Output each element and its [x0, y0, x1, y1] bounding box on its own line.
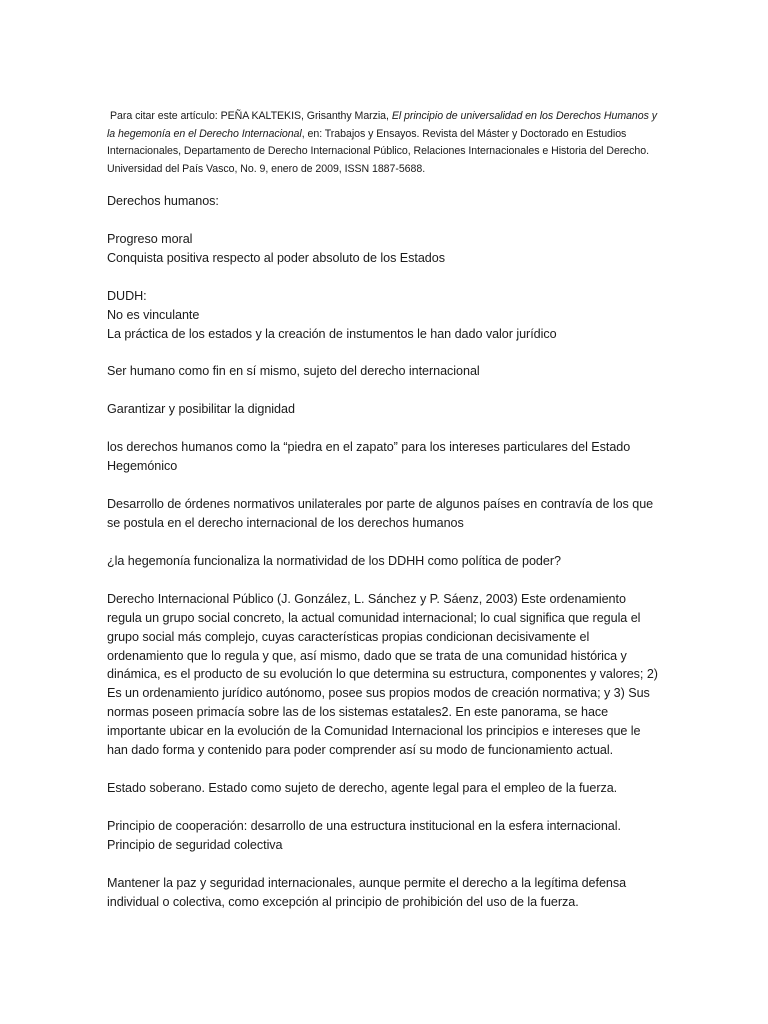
citation-lead: Para citar este artículo: PEÑA KALTEKIS, Grisanthy Marzia, [110, 110, 389, 122]
derecho-internacional-publico: Derecho Internacional Público (J. González, L. Sánchez y P. Sáenz, 2003) Este ordenamiento regula un grupo social concreto, la actual comunidad internacional; lo cual significa que regula el grupo social más complejo, cuyas características propias condicionan decisivamente el ordenamiento que lo regula y que, así mismo, dado que se trata de una comunidad histórica y dinámica, es el producto de su evolución lo que determina su estructura, componentes y valores; 2) Es un ordenamiento jurídico autónomo, posee sus propios modos de creación normativa; y 3) Sus normas poseen primacía sobre las de los sistemas estatales2. En este panorama, se hace importante ubicar en la evolución de la Comunidad Internacional los principios e intereses que le han dado forma y contenido para poder comprender así su modo de funcionamiento actual. [107, 591, 658, 758]
ser-humano: Ser humano como fin en sí mismo, sujeto del derecho internacional [107, 364, 480, 379]
document-page [107, 108, 663, 930]
pregunta-hegemonia: ¿la hegemonía funcionaliza la normatividad de los DDHH como política de poder? [107, 553, 561, 568]
citation-title: El principio de universalidad en los Derechos Humanos y la hegemonía en el Derecho Internacional [107, 110, 658, 140]
citation-note [107, 108, 663, 178]
citation-rest: , en: Trabajos y Ensayos. Revista del Máster y Doctorado en Estudios Internacionales, Departamento de Derecho Internacional Público, Relaciones Internacionales e Historia del Derecho. Universidad del País Vasco, No. 9, enero de 2009, ISSN 1887-5688. [107, 127, 649, 175]
no-vinculante: No es vinculante [107, 307, 200, 322]
desarrollo-ordenes: Desarrollo de órdenes normativos unilaterales por parte de algunos países en contravía de los que se postula en el derecho internacional de los derechos humanos [107, 497, 654, 530]
principios-block [107, 817, 663, 855]
derechos-humanos-heading: Derechos humanos: [107, 194, 219, 208]
dudh-block [107, 287, 663, 344]
progreso-moral: Progreso moral [107, 231, 193, 246]
piedra-en-el-zapato: los derechos humanos como la “piedra en el zapato” para los intereses particulares del Estado Hegemónico [107, 440, 631, 474]
practica-estados: La práctica de los estados y la creación de instumentos le han dado valor jurídico [107, 326, 557, 341]
dudh-heading: DUDH: [107, 288, 147, 303]
garantizar-dignidad: Garantizar y posibilitar la dignidad [107, 402, 295, 417]
principio-cooperacion: Principio de cooperación: desarrollo de una estructura institucional en la esfera internacional. [107, 818, 621, 833]
progreso-block [107, 230, 663, 268]
estado-soberano: Estado soberano. Estado como sujeto de derecho, agente legal para el empleo de la fuerza. [107, 780, 618, 795]
conquista-positiva: Conquista positiva respecto al poder absoluto de los Estados [107, 250, 445, 265]
principio-seguridad: Principio de seguridad colectiva [107, 837, 283, 852]
mantener-paz: Mantener la paz y seguridad internacionales, aunque permite el derecho a la legítima defensa individual o colectiva, como excepción al principio de prohibición del uso de la fuerza. [107, 875, 627, 909]
